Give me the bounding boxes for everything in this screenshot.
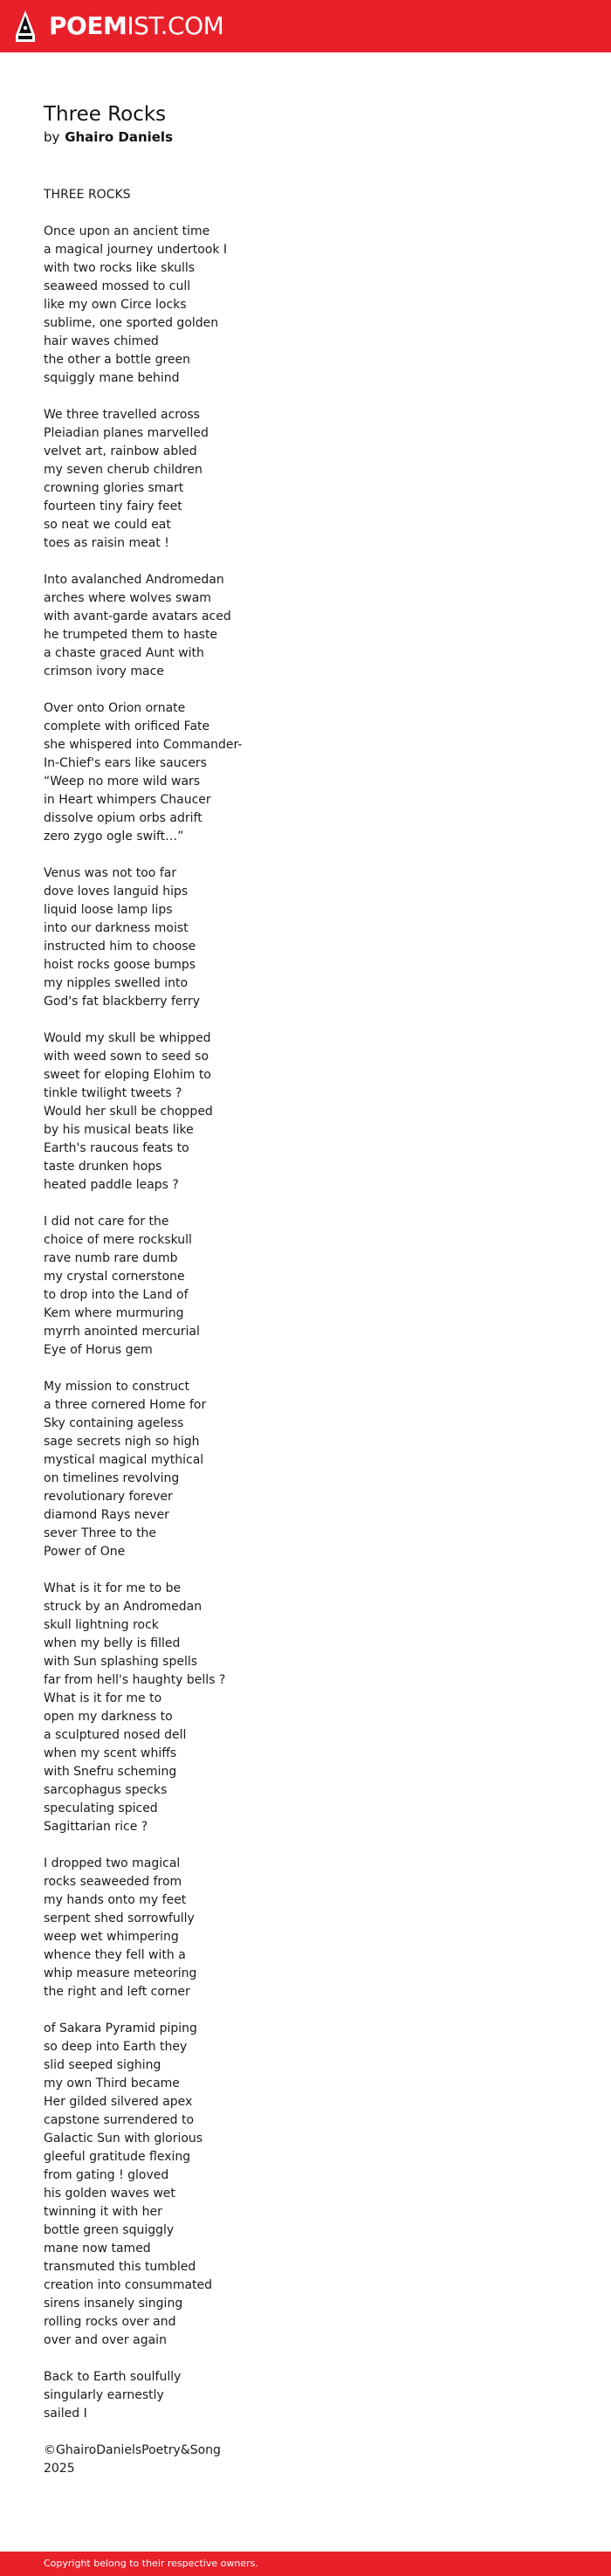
poem-line: choice of mere rockskull	[44, 1233, 192, 1247]
poem-line: a sculptured nosed dell	[44, 1728, 187, 1742]
poem-line: a chaste graced Aunt with	[44, 646, 204, 660]
poem-line: Sky containing ageless	[44, 1416, 184, 1430]
poem-line: hoist rocks goose bumps	[44, 958, 196, 972]
stanza	[44, 2020, 567, 2350]
stanza	[44, 186, 567, 204]
poem-line: We three travelled across	[44, 408, 200, 422]
byline	[44, 128, 567, 146]
poem-line: my seven cherub children	[44, 463, 203, 477]
pen-nib-icon	[14, 10, 37, 43]
poem-line: rolling rocks over and	[44, 2315, 176, 2329]
poem-line: with Sun splashing spells	[44, 1655, 198, 1669]
poem-line: sage secrets nigh so high	[44, 1435, 200, 1449]
stanza	[44, 864, 567, 1011]
poem-line: Venus was not too far	[44, 866, 177, 880]
poem-line: Once upon an ancient time	[44, 224, 210, 238]
poem-line: the right and left corner	[44, 1985, 190, 1999]
poem-line: to drop into the Land of	[44, 1288, 189, 1302]
poem-line: Would my skull be whipped	[44, 1031, 211, 1045]
poem-line: sailed I	[44, 2407, 87, 2421]
stanza	[44, 1378, 567, 1561]
poem-line: his golden waves wet	[44, 2187, 175, 2201]
poem-line: bottle green squiggly	[44, 2223, 175, 2237]
poem-line: serpent shed sorrowfully	[44, 1911, 195, 1925]
stanza	[44, 2368, 567, 2423]
poem-content	[44, 101, 567, 2478]
stanza	[44, 1580, 567, 1836]
poem-line: of Sakara Pyramid piping	[44, 2022, 197, 2035]
stanza	[44, 406, 567, 553]
poem-line: What is it for me to	[44, 1691, 162, 1705]
poem-line: hair waves chimed	[44, 334, 159, 348]
byline-prefix: by	[44, 129, 60, 145]
poem-line: mystical magical mythical	[44, 1453, 204, 1467]
poem-line: Into avalanched Andromedan	[44, 573, 224, 587]
poem-line: THREE ROCKS	[44, 188, 131, 202]
poem-line: Earth's raucous feats to	[44, 1141, 189, 1155]
poem-line: sweet for eloping Elohim to	[44, 1068, 211, 1082]
site-logo-link[interactable]	[14, 10, 223, 43]
poem-line: liquid loose lamp lips	[44, 903, 173, 917]
poem-line: heated paddle leaps ?	[44, 1178, 179, 1192]
poem-line: Back to Earth soulfully	[44, 2370, 182, 2384]
poem-line: slid seeped sighing	[44, 2058, 161, 2072]
poem-line: zero zygo ogle swift…”	[44, 830, 184, 844]
footer-copyright: Copyright belong to their respective owners.	[44, 2558, 258, 2569]
poem-line: with Snefru scheming	[44, 1765, 177, 1779]
poem-line: arches where wolves swam	[44, 591, 211, 605]
poem-line: Kem where murmuring	[44, 1306, 184, 1320]
poem-line: crimson ivory mace	[44, 665, 164, 678]
poem-line: my own Third became	[44, 2077, 180, 2090]
poem-line: squiggly mane behind	[44, 371, 180, 385]
poem-line: rocks seaweeded from	[44, 1875, 182, 1889]
poem-line: so neat we could eat	[44, 518, 171, 532]
poem-line: my hands onto my feet	[44, 1893, 187, 1907]
logo-wordmark	[49, 10, 223, 43]
poem-line: dissolve opium orbs adrift	[44, 811, 203, 825]
poem-line: Eye of Horus gem	[44, 1343, 153, 1357]
poem-line: rave numb rare dumb	[44, 1251, 178, 1265]
poem-line: in Heart whimpers Chaucer	[44, 793, 211, 807]
poem-line: my nipples swelled into	[44, 976, 189, 990]
poem-line: from gating ! gloved	[44, 2168, 169, 2182]
poem-line: Galactic Sun with glorious	[44, 2132, 203, 2146]
copyright-line: 2025	[44, 2462, 75, 2476]
poem-copyright-note	[44, 2442, 567, 2478]
poem-line: whence they fell with a	[44, 1948, 186, 1962]
poem-line: I dropped two magical	[44, 1856, 181, 1870]
poem-line: velvet art, rainbow abled	[44, 444, 197, 458]
poem-line: sever Three to the	[44, 1526, 157, 1540]
poem-line: so deep into Earth they	[44, 2040, 188, 2054]
poem-line: he trumpeted them to haste	[44, 628, 218, 642]
poem-line: creation into consummated	[44, 2278, 213, 2292]
poem-line: whip measure meteoring	[44, 1966, 197, 1980]
stanza	[44, 699, 567, 846]
poem-line: diamond Rays never	[44, 1508, 169, 1522]
poem-line: weep wet whimpering	[44, 1930, 179, 1944]
poem-body	[44, 186, 567, 2423]
poem-line: What is it for me to be	[44, 1581, 182, 1595]
poem-line: Over onto Orion ornate	[44, 701, 186, 715]
poem-line: My mission to construct	[44, 1380, 189, 1394]
poem-line: open my darkness to	[44, 1710, 173, 1724]
poem-line: a magical journey undertook I	[44, 243, 228, 257]
poem-line: revolutionary forever	[44, 1490, 173, 1504]
stanza	[44, 223, 567, 388]
footer-bar	[0, 2552, 611, 2576]
poem-line: by his musical beats like	[44, 1123, 194, 1137]
poem-line: dove loves languid hips	[44, 885, 189, 899]
poem-line: Her gilded silvered apex	[44, 2095, 193, 2109]
poem-line: singularly earnestly	[44, 2388, 164, 2402]
logo-light-text: IST.COM	[127, 11, 224, 40]
poem-line: capstone surrendered to	[44, 2113, 195, 2127]
poem-line: with weed sown to seed so	[44, 1050, 209, 1064]
poem-line: seaweed mossed to cull	[44, 279, 191, 293]
poem-line: when my scent whiffs	[44, 1746, 177, 1760]
top-bar	[0, 0, 611, 52]
poem-line: Would her skull be chopped	[44, 1105, 213, 1119]
poem-title: Three Rocks	[44, 103, 167, 126]
stanza	[44, 1855, 567, 2001]
poem-line: into our darkness moist	[44, 921, 189, 935]
logo-bold-text: POEM	[49, 11, 127, 40]
poem-line: instructed him to choose	[44, 940, 196, 954]
poem-line: my crystal cornerstone	[44, 1270, 185, 1284]
poem-line: In-Chief's ears like saucers	[44, 756, 207, 770]
poem-line: the other a bottle green	[44, 353, 191, 367]
poem-line: crowning glories smart	[44, 481, 184, 495]
poem-line: “Weep no more wild wars	[44, 775, 201, 789]
copyright-line: ©GhairoDanielsPoetry&Song	[44, 2443, 221, 2457]
poem-line: myrrh anointed mercurial	[44, 1325, 200, 1339]
poem-line: Sagittarian rice ?	[44, 1820, 148, 1834]
poem-line: with avant-garde avatars aced	[44, 610, 231, 623]
stanza	[44, 1213, 567, 1360]
poem-line: a three cornered Home for	[44, 1398, 207, 1412]
poem-line: gleeful gratitude flexing	[44, 2150, 191, 2164]
poem-line: fourteen tiny fairy feet	[44, 499, 182, 513]
poem-line: mane now tamed	[44, 2242, 151, 2256]
poem-line: complete with orificed Fate	[44, 720, 210, 734]
author-link[interactable]: Ghairo Daniels	[65, 129, 174, 145]
poem-line: toes as raisin meat !	[44, 536, 169, 550]
poem-line: twinning it with her	[44, 2205, 162, 2219]
poem-line: I did not care for the	[44, 1215, 169, 1229]
poem-line: she whispered into Commander-	[44, 738, 243, 752]
poem-line: tinkle twilight tweets ?	[44, 1086, 182, 1100]
poem-line: with two rocks like skulls	[44, 261, 196, 275]
poem-line: God's fat blackberry ferry	[44, 995, 201, 1009]
poem-line: transmuted this tumbled	[44, 2260, 196, 2274]
poem-line: on timelines revolving	[44, 1471, 180, 1485]
poem-line: Pleiadian planes marvelled	[44, 426, 209, 440]
poem-line: sirens insanely singing	[44, 2297, 183, 2311]
poem-line: Power of One	[44, 1545, 126, 1559]
poem-line: far from hell's haughty bells ?	[44, 1673, 226, 1687]
poem-line: struck by an Andromedan	[44, 1600, 203, 1614]
poem-line: sarcophagus specks	[44, 1783, 168, 1797]
poem-line: taste drunken hops	[44, 1160, 162, 1174]
stanza	[44, 1030, 567, 1195]
poem-line: skull lightning rock	[44, 1618, 159, 1632]
poem-line: when my belly is filled	[44, 1636, 181, 1650]
poem-line: like my own Circe locks	[44, 298, 187, 312]
stanza	[44, 571, 567, 681]
poem-line: sublime, one sported golden	[44, 316, 219, 330]
poem-line: over and over again	[44, 2333, 167, 2347]
poem-line: speculating spiced	[44, 1801, 158, 1815]
